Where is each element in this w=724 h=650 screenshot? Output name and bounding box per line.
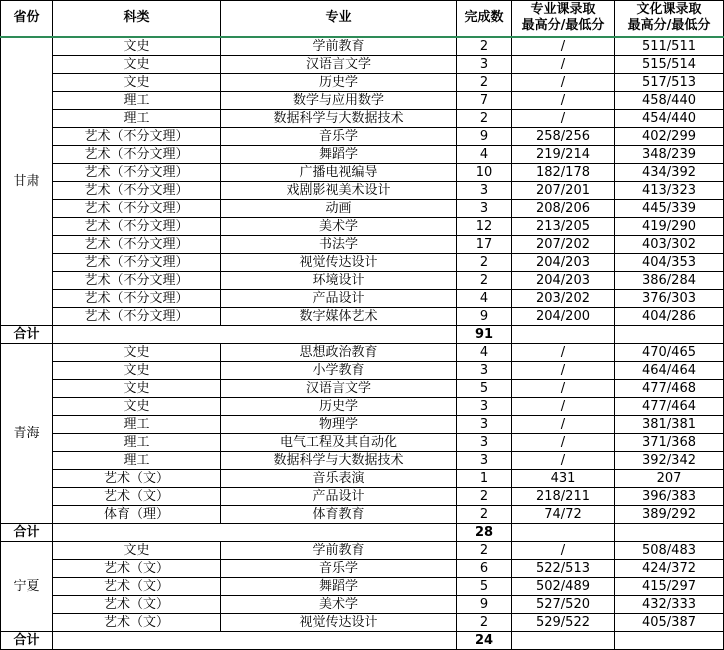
major-cell: 数据科学与大数据技术 (221, 109, 457, 127)
prof-score-cell: 182/178 (512, 163, 615, 181)
count-cell: 2 (457, 541, 512, 559)
prof-score-cell: / (512, 55, 615, 73)
category-cell: 理工 (53, 91, 221, 109)
header-row (1, 1, 724, 37)
major-cell: 音乐表演 (221, 469, 457, 487)
cult-score-cell: 405/387 (615, 613, 724, 631)
prof-score-cell: 204/200 (512, 307, 615, 325)
prof-score-cell: 203/202 (512, 289, 615, 307)
major-cell: 体育教育 (221, 505, 457, 523)
count-cell: 3 (457, 181, 512, 199)
cult-score-cell: 207 (615, 469, 724, 487)
category-cell: 文史 (53, 73, 221, 91)
count-cell: 5 (457, 379, 512, 397)
prof-score-cell: 219/214 (512, 145, 615, 163)
table-row (1, 289, 724, 307)
count-cell: 9 (457, 595, 512, 613)
major-cell: 物理学 (221, 415, 457, 433)
major-cell: 视觉传达设计 (221, 613, 457, 631)
count-cell: 3 (457, 397, 512, 415)
total-empty-cult (615, 631, 724, 649)
major-cell: 广播电视编导 (221, 163, 457, 181)
prof-score-cell: / (512, 379, 615, 397)
header-cult-score-line2: 最高分/最低分 (627, 18, 711, 34)
major-cell: 学前教育 (221, 541, 457, 559)
cult-score-cell: 432/333 (615, 595, 724, 613)
count-cell: 2 (457, 253, 512, 271)
header-province: 省份 (1, 1, 53, 37)
table-row (1, 181, 724, 199)
total-empty-prof (512, 325, 615, 343)
header-prof-score-line1: 专业课录取 (530, 2, 596, 18)
table-row (1, 217, 724, 235)
total-row (1, 523, 724, 541)
prof-score-cell: 208/206 (512, 199, 615, 217)
table-row (1, 595, 724, 613)
total-value: 24 (457, 631, 512, 649)
table-row (1, 541, 724, 559)
category-cell: 理工 (53, 109, 221, 127)
category-cell: 艺术（不分文理） (53, 307, 221, 325)
cult-score-cell: 464/464 (615, 361, 724, 379)
cult-score-cell: 515/514 (615, 55, 724, 73)
prof-score-cell: / (512, 109, 615, 127)
category-cell: 艺术（不分文理） (53, 181, 221, 199)
major-cell: 小学教育 (221, 361, 457, 379)
cult-score-cell: 508/483 (615, 541, 724, 559)
total-spacer (53, 325, 457, 343)
prof-score-cell: / (512, 541, 615, 559)
total-label: 合计 (1, 631, 53, 649)
total-empty-cult (615, 325, 724, 343)
major-cell: 环境设计 (221, 271, 457, 289)
major-cell: 历史学 (221, 397, 457, 415)
prof-score-cell: / (512, 91, 615, 109)
category-cell: 艺术（不分文理） (53, 289, 221, 307)
category-cell: 艺术（不分文理） (53, 253, 221, 271)
cult-score-cell: 424/372 (615, 559, 724, 577)
total-spacer (53, 631, 457, 649)
table-row (1, 73, 724, 91)
table-row (1, 469, 724, 487)
prof-score-cell: 218/211 (512, 487, 615, 505)
major-cell: 书法学 (221, 235, 457, 253)
count-cell: 2 (457, 109, 512, 127)
total-row (1, 631, 724, 649)
category-cell: 艺术（不分文理） (53, 163, 221, 181)
prof-score-cell: 258/256 (512, 127, 615, 145)
prof-score-cell: 74/72 (512, 505, 615, 523)
prof-score-cell: 431 (512, 469, 615, 487)
count-cell: 10 (457, 163, 512, 181)
total-label: 合计 (1, 325, 53, 343)
count-cell: 3 (457, 55, 512, 73)
table-row (1, 397, 724, 415)
count-cell: 2 (457, 613, 512, 631)
cult-score-cell: 477/468 (615, 379, 724, 397)
count-cell: 4 (457, 343, 512, 361)
prof-score-cell: / (512, 433, 615, 451)
category-cell: 艺术（不分文理） (53, 271, 221, 289)
category-cell: 理工 (53, 433, 221, 451)
total-value: 91 (457, 325, 512, 343)
category-cell: 艺术（不分文理） (53, 145, 221, 163)
category-cell: 文史 (53, 379, 221, 397)
cult-score-cell: 386/284 (615, 271, 724, 289)
prof-score-cell: / (512, 73, 615, 91)
count-cell: 2 (457, 37, 512, 56)
major-cell: 动画 (221, 199, 457, 217)
major-cell: 视觉传达设计 (221, 253, 457, 271)
count-cell: 3 (457, 199, 512, 217)
table-row (1, 55, 724, 73)
major-cell: 产品设计 (221, 289, 457, 307)
table-row (1, 559, 724, 577)
category-cell: 艺术（文） (53, 469, 221, 487)
total-empty-cult (615, 523, 724, 541)
category-cell: 艺术（不分文理） (53, 217, 221, 235)
count-cell: 17 (457, 235, 512, 253)
cult-score-cell: 396/383 (615, 487, 724, 505)
cult-score-cell: 376/303 (615, 289, 724, 307)
category-cell: 文史 (53, 343, 221, 361)
province-cell: 甘肃 (1, 37, 53, 326)
count-cell: 9 (457, 127, 512, 145)
table-row (1, 613, 724, 631)
major-cell: 汉语言文学 (221, 55, 457, 73)
cult-score-cell: 404/353 (615, 253, 724, 271)
table-row (1, 577, 724, 595)
table-row (1, 235, 724, 253)
major-cell: 产品设计 (221, 487, 457, 505)
major-cell: 历史学 (221, 73, 457, 91)
count-cell: 2 (457, 487, 512, 505)
count-cell: 4 (457, 289, 512, 307)
total-label: 合计 (1, 523, 53, 541)
major-cell: 美术学 (221, 595, 457, 613)
table-row (1, 433, 724, 451)
major-cell: 汉语言文学 (221, 379, 457, 397)
prof-score-cell: / (512, 37, 615, 56)
category-cell: 艺术（不分文理） (53, 235, 221, 253)
prof-score-cell: / (512, 415, 615, 433)
category-cell: 艺术（不分文理） (53, 127, 221, 145)
category-cell: 艺术（文） (53, 595, 221, 613)
cult-score-cell: 371/368 (615, 433, 724, 451)
cult-score-cell: 517/513 (615, 73, 724, 91)
table-header (1, 1, 724, 37)
cult-score-cell: 415/297 (615, 577, 724, 595)
table-row (1, 271, 724, 289)
category-cell: 艺术（不分文理） (53, 199, 221, 217)
category-cell: 艺术（文） (53, 487, 221, 505)
total-row (1, 325, 724, 343)
table-row (1, 487, 724, 505)
cult-score-cell: 392/342 (615, 451, 724, 469)
province-cell: 宁夏 (1, 541, 53, 631)
category-cell: 艺术（文） (53, 559, 221, 577)
table-row (1, 163, 724, 181)
major-cell: 数据科学与大数据技术 (221, 451, 457, 469)
count-cell: 2 (457, 271, 512, 289)
table-body (1, 37, 724, 650)
major-cell: 思想政治教育 (221, 343, 457, 361)
count-cell: 2 (457, 505, 512, 523)
count-cell: 9 (457, 307, 512, 325)
count-cell: 7 (457, 91, 512, 109)
category-cell: 体育（理） (53, 505, 221, 523)
header-category: 科类 (53, 1, 221, 37)
prof-score-cell: 207/201 (512, 181, 615, 199)
table-row (1, 91, 724, 109)
cult-score-cell: 389/292 (615, 505, 724, 523)
cult-score-cell: 470/465 (615, 343, 724, 361)
table-row (1, 361, 724, 379)
cult-score-cell: 454/440 (615, 109, 724, 127)
table-row (1, 37, 724, 56)
table-row (1, 343, 724, 361)
prof-score-cell: / (512, 397, 615, 415)
table-row (1, 379, 724, 397)
cult-score-cell: 477/464 (615, 397, 724, 415)
major-cell: 学前教育 (221, 37, 457, 56)
header-major: 专业 (221, 1, 457, 37)
major-cell: 戏剧影视美术设计 (221, 181, 457, 199)
category-cell: 文史 (53, 361, 221, 379)
cult-score-cell: 404/286 (615, 307, 724, 325)
major-cell: 电气工程及其自动化 (221, 433, 457, 451)
count-cell: 3 (457, 415, 512, 433)
major-cell: 数字媒体艺术 (221, 307, 457, 325)
total-empty-prof (512, 523, 615, 541)
table-row (1, 307, 724, 325)
cult-score-cell: 381/381 (615, 415, 724, 433)
total-spacer (53, 523, 457, 541)
table-row (1, 451, 724, 469)
table-row (1, 505, 724, 523)
header-prof-score (512, 1, 615, 37)
prof-score-cell: 522/513 (512, 559, 615, 577)
prof-score-cell: / (512, 343, 615, 361)
header-prof-score-line2: 最高分/最低分 (521, 18, 605, 34)
major-cell: 数学与应用数学 (221, 91, 457, 109)
header-cult-score-line1: 文化课录取 (636, 2, 702, 18)
prof-score-cell: 213/205 (512, 217, 615, 235)
category-cell: 艺术（文） (53, 613, 221, 631)
prof-score-cell: / (512, 451, 615, 469)
cult-score-cell: 402/299 (615, 127, 724, 145)
category-cell: 文史 (53, 37, 221, 56)
category-cell: 理工 (53, 415, 221, 433)
table-row (1, 253, 724, 271)
major-cell: 美术学 (221, 217, 457, 235)
count-cell: 2 (457, 73, 512, 91)
table-row (1, 199, 724, 217)
count-cell: 6 (457, 559, 512, 577)
prof-score-cell: 207/202 (512, 235, 615, 253)
major-cell: 舞蹈学 (221, 145, 457, 163)
total-empty-prof (512, 631, 615, 649)
count-cell: 5 (457, 577, 512, 595)
cult-score-cell: 434/392 (615, 163, 724, 181)
major-cell: 音乐学 (221, 127, 457, 145)
cult-score-cell: 458/440 (615, 91, 724, 109)
count-cell: 3 (457, 433, 512, 451)
count-cell: 12 (457, 217, 512, 235)
prof-score-cell: 204/203 (512, 253, 615, 271)
province-cell: 青海 (1, 343, 53, 523)
table-row (1, 127, 724, 145)
total-value: 28 (457, 523, 512, 541)
category-cell: 艺术（文） (53, 577, 221, 595)
category-cell: 文史 (53, 397, 221, 415)
prof-score-cell: 204/203 (512, 271, 615, 289)
category-cell: 文史 (53, 55, 221, 73)
category-cell: 理工 (53, 451, 221, 469)
cult-score-cell: 413/323 (615, 181, 724, 199)
header-cult-score (615, 1, 724, 37)
table-row (1, 415, 724, 433)
header-completed: 完成数 (457, 1, 512, 37)
count-cell: 1 (457, 469, 512, 487)
prof-score-cell: 529/522 (512, 613, 615, 631)
cult-score-cell: 348/239 (615, 145, 724, 163)
cult-score-cell: 419/290 (615, 217, 724, 235)
cult-score-cell: 445/339 (615, 199, 724, 217)
cult-score-cell: 403/302 (615, 235, 724, 253)
cult-score-cell: 511/511 (615, 37, 724, 56)
table-row (1, 109, 724, 127)
category-cell: 文史 (53, 541, 221, 559)
count-cell: 4 (457, 145, 512, 163)
major-cell: 舞蹈学 (221, 577, 457, 595)
count-cell: 3 (457, 451, 512, 469)
prof-score-cell: / (512, 361, 615, 379)
table-row (1, 145, 724, 163)
count-cell: 3 (457, 361, 512, 379)
prof-score-cell: 502/489 (512, 577, 615, 595)
major-cell: 音乐学 (221, 559, 457, 577)
prof-score-cell: 527/520 (512, 595, 615, 613)
